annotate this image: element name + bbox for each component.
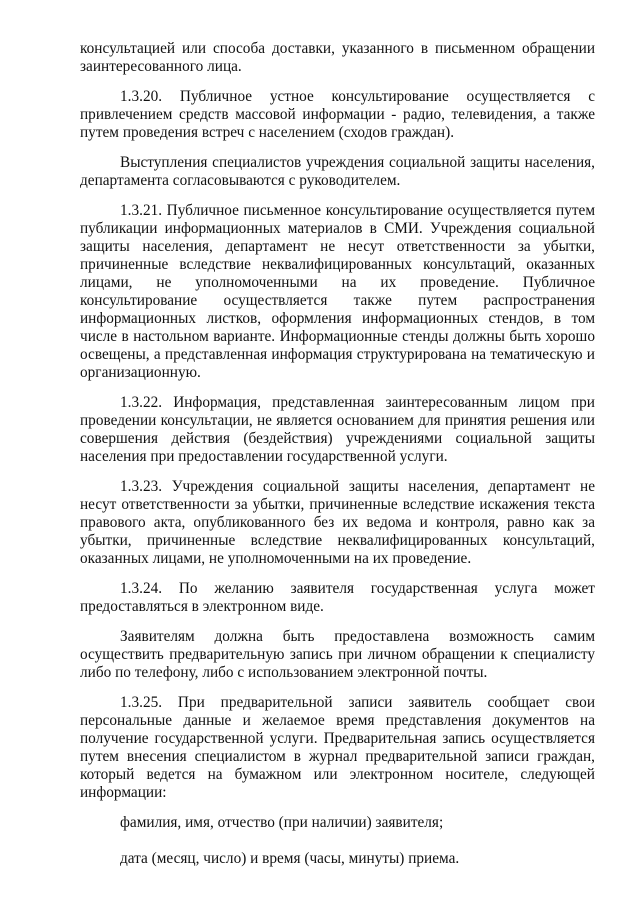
document-body bbox=[80, 40, 595, 886]
paragraph-preregistration: Заявителям должна быть предоставлена возможность самим осуществить предварительную запись при личном обращении к специалисту либо по телефону, либо с использованием электронной почты. bbox=[80, 628, 595, 681]
paragraph-speeches: Выступления специалистов учреждения социальной защиты населения, департамента согласовываются с руководителем. bbox=[80, 154, 595, 189]
paragraph-1-3-25: 1.3.25. При предварительной записи заявитель сообщает свои персональные данные и желаемое время представления документов на получение государственной услуги. Предварительная запись осуществляется путем внесения специалистом в журнал предварительной записи граждан, который ведется на бумажном или электронном носителе, следующей информации: bbox=[80, 694, 595, 801]
paragraph-continuation: консультацией или способа доставки, указанного в письменном обращении заинтересованного лица. bbox=[80, 40, 595, 75]
paragraph-1-3-21: 1.3.21. Публичное письменное консультирование осуществляется путем публикации информационных материалов в СМИ. Учреждения социальной защиты населения, департамент не несут ответственности за убытки, причиненные вследствие неквалифицированных консультаций, оказанных лицами, не уполномоченными на их проведение. Публичное консультирование осуществляется также путем распространения информационных листков, оформления информационных стендов, в том числе в настольном варианте. Информационные стенды должны быть хорошо освещены, а представленная информация структурирована на тематическую и организационную. bbox=[80, 202, 595, 381]
paragraph-1-3-23: 1.3.23. Учреждения социальной защиты населения, департамент не несут ответственности за убытки, причиненные вследствие искажения текста правового акта, опубликованного без их ведома и контроля, равно как за убытки, причиненные вследствие неквалифицированных консультаций, оказанных лицами, не уполномоченными на их проведение. bbox=[80, 478, 595, 567]
paragraph-1-3-24: 1.3.24. По желанию заявителя государственная услуга может предоставляться в электронном виде. bbox=[80, 580, 595, 615]
list-item-full-name: фамилия, имя, отчество (при наличии) заявителя; bbox=[120, 814, 444, 831]
paragraph-1-3-22: 1.3.22. Информация, представленная заинтересованным лицом при проведении консультации, не является основанием для принятия решения или совершения действия (бездействия) учреждениями социальной защиты населения при предоставлении государственной услуги. bbox=[80, 394, 595, 465]
paragraph-1-3-20: 1.3.20. Публичное устное консультирование осуществляется с привлечением средств массовой информации - радио, телевидения, а также путем проведения встреч с населением (сходов граждан). bbox=[80, 88, 595, 141]
list-item-date-time: дата (месяц, число) и время (часы, минуты) приема. bbox=[120, 850, 460, 867]
